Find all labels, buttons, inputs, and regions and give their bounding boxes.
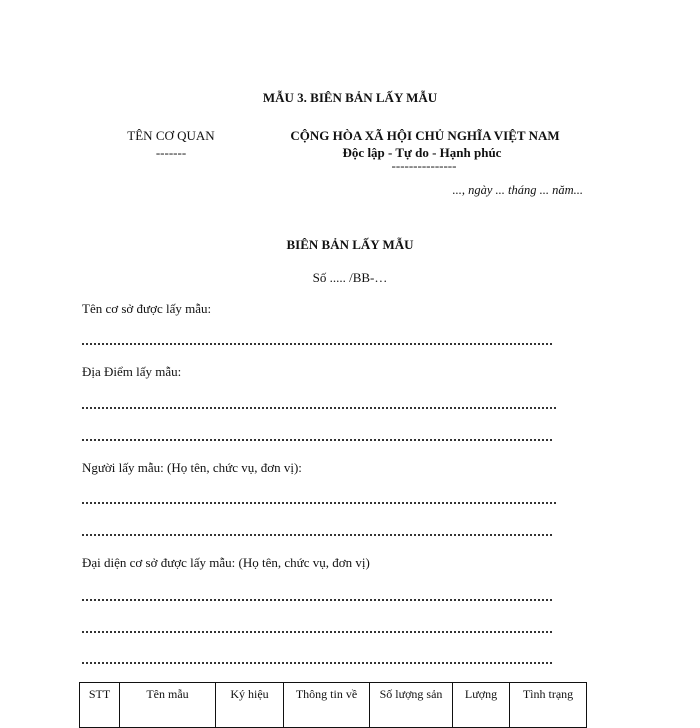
table-header-cell: Số lượng sản: [370, 683, 453, 728]
sample-table: [79, 682, 587, 728]
table-header-cell: Thông tin về: [284, 683, 370, 728]
sampler-label: Người lấy mẫu: (Họ tên, chức vụ, đơn vị):: [82, 460, 302, 475]
representative-fill-line[interactable]: [82, 629, 552, 633]
sampler-fill-line[interactable]: [82, 500, 556, 504]
table-header-cell: Lượng: [453, 683, 510, 728]
table-header-cell: Tên mẫu: [120, 683, 216, 728]
table-header-cell: Ký hiệu: [216, 683, 284, 728]
agency-rule: -------: [155, 145, 187, 160]
location-fill-line[interactable]: [82, 437, 552, 441]
representative-fill-line[interactable]: [82, 660, 552, 664]
facility-label: Tên cơ sở được lấy mẫu:: [82, 301, 212, 316]
national-rule: ---------------: [391, 158, 457, 173]
facility-fill-line[interactable]: [82, 341, 552, 345]
representative-label: Đại diện cơ sở được lấy mẫu: (Họ tên, chức vụ, đơn vị): [82, 555, 370, 570]
national-motto: Độc lập - Tự do - Hạnh phúc: [342, 145, 502, 160]
location-fill-line[interactable]: [82, 405, 556, 409]
document-number: Số ..... /BB-…: [312, 270, 388, 285]
table-header-cell: Tình trạng: [510, 683, 587, 728]
table-header-row: [80, 683, 587, 728]
date-line: ..., ngày ... tháng ... năm...: [452, 183, 583, 197]
document-title: BIÊN BẢN LẤY MẪU: [286, 237, 414, 252]
representative-fill-line[interactable]: [82, 597, 552, 601]
location-label: Địa Điểm lấy mẫu:: [82, 364, 182, 379]
table-header-cell: STT: [80, 683, 120, 728]
agency-name: TÊN CƠ QUAN: [127, 128, 215, 143]
national-name: CỘNG HÒA XÃ HỘI CHỦ NGHĨA VIỆT NAM: [290, 128, 560, 143]
form-title: MẪU 3. BIÊN BẢN LẤY MẪU: [262, 90, 438, 105]
sampler-fill-line[interactable]: [82, 532, 552, 536]
